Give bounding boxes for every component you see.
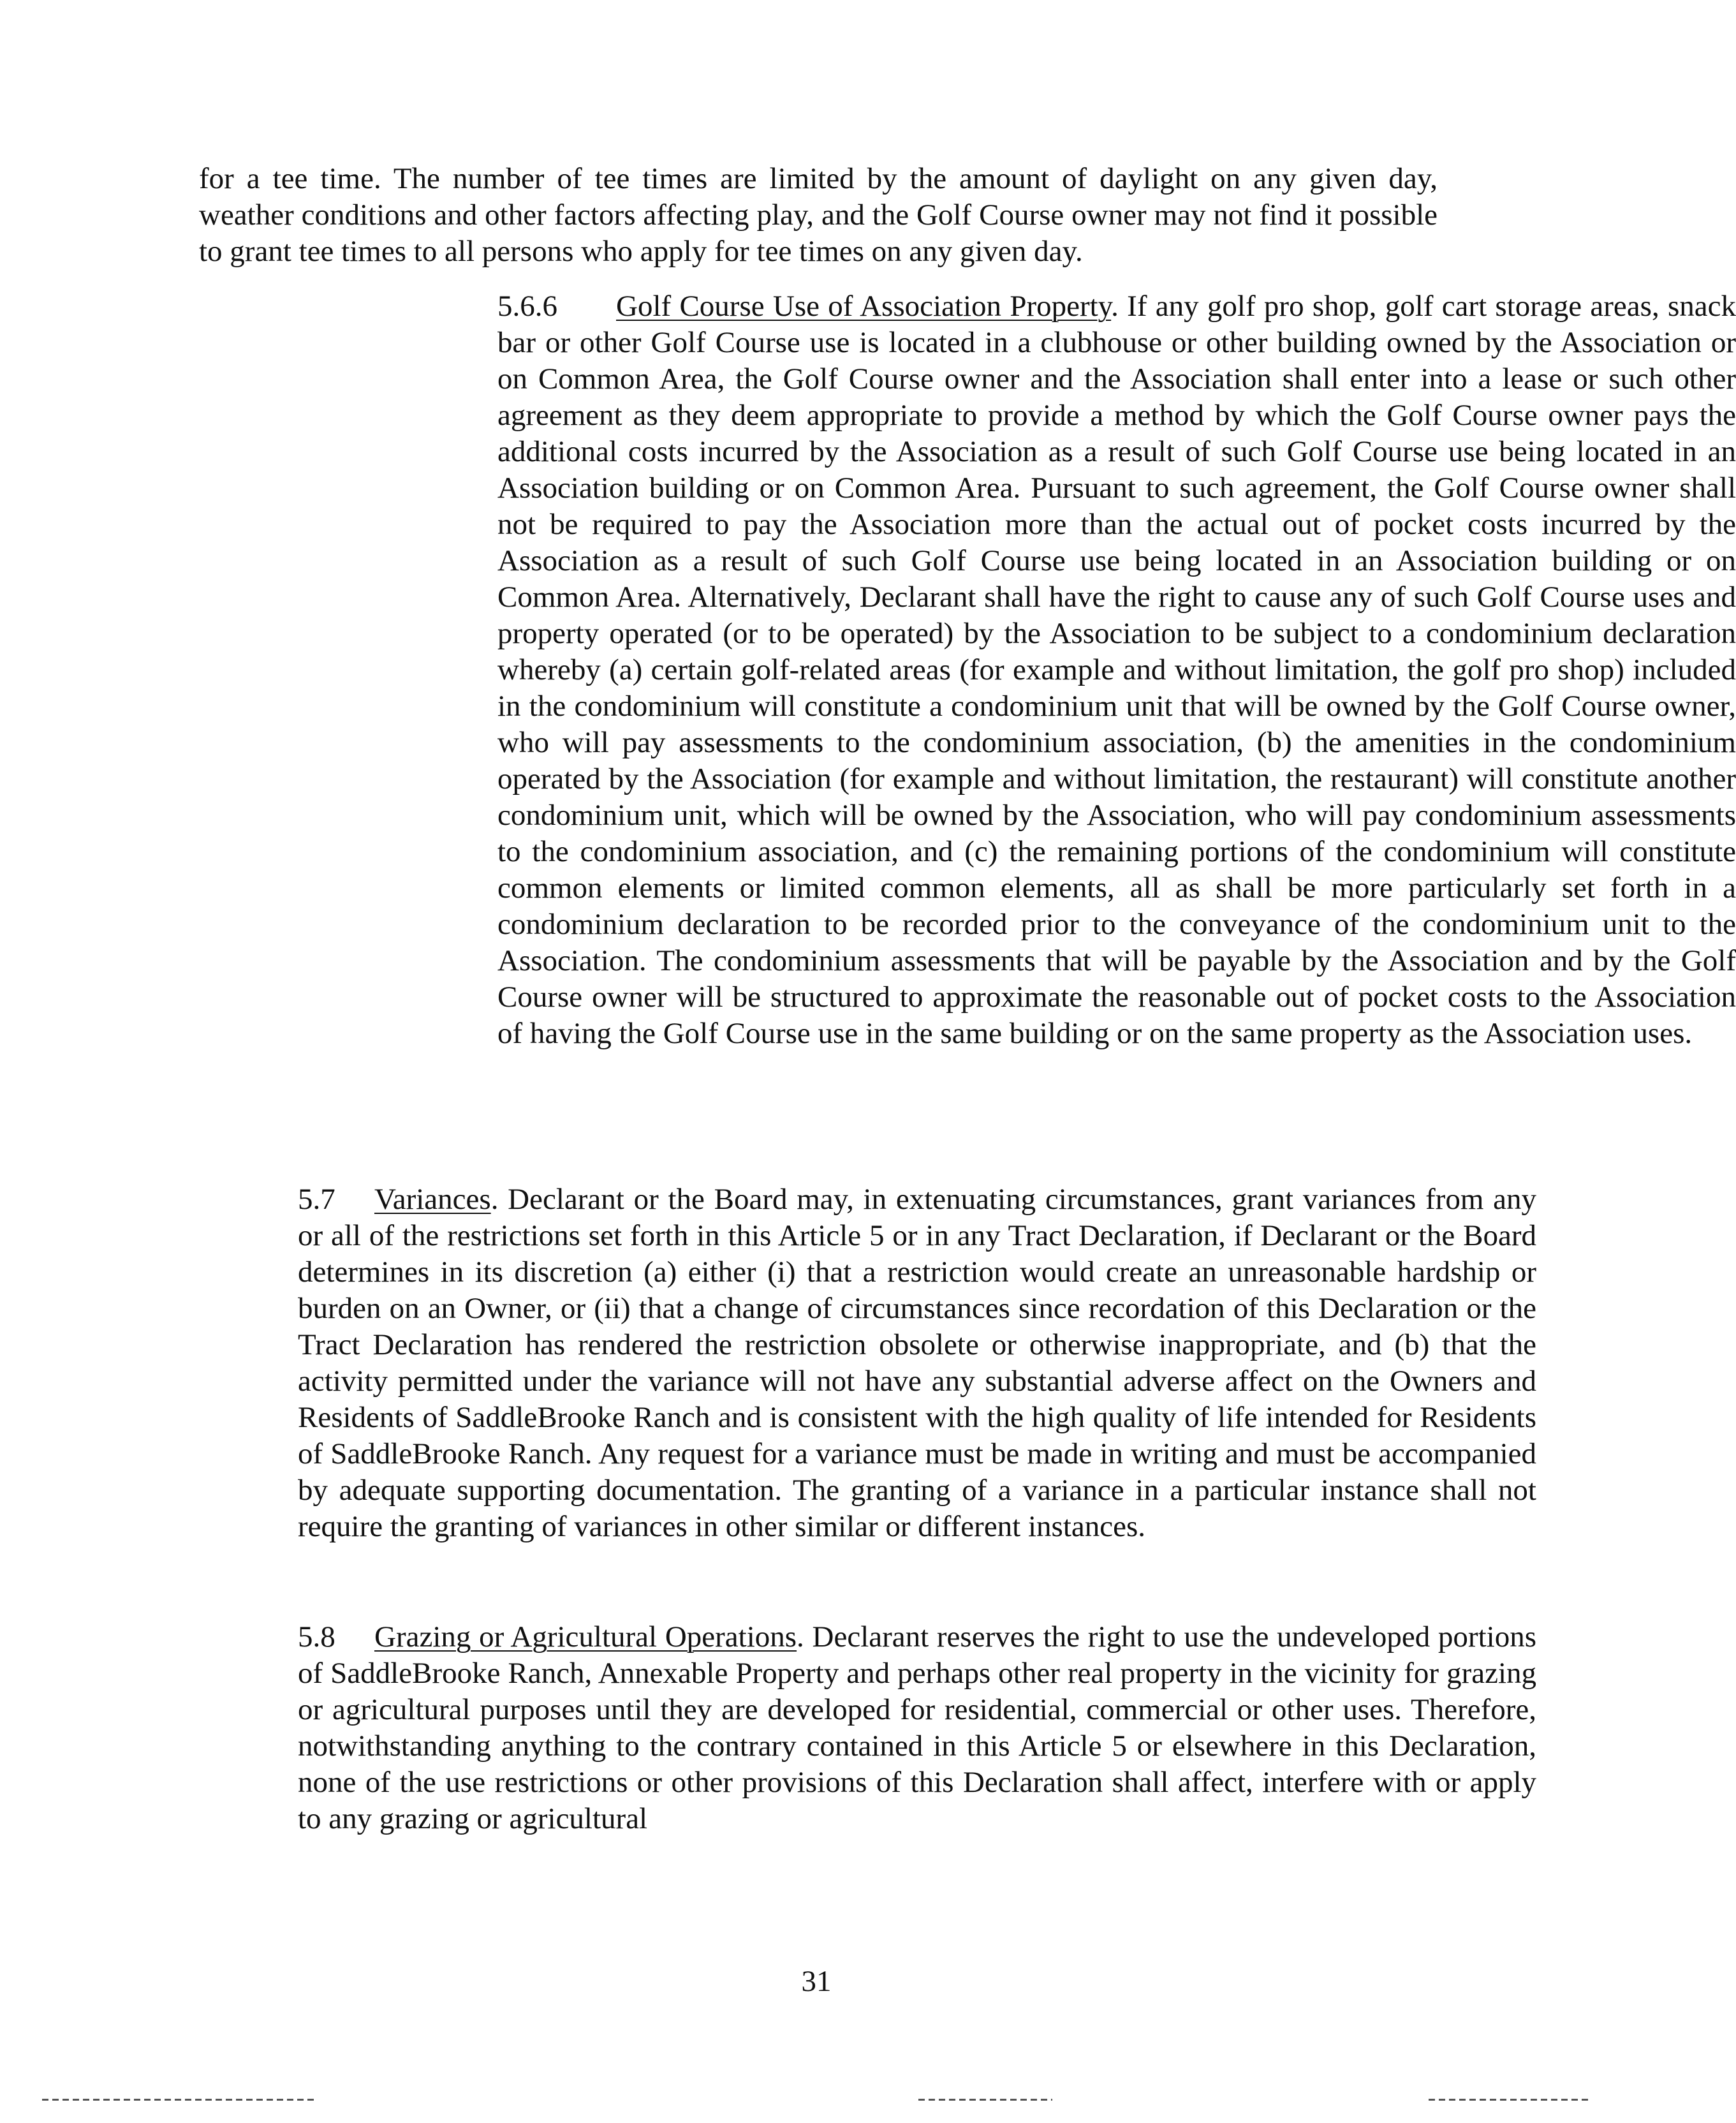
section-body: . Declarant reserves the right to use the undeveloped portions of SaddleBrooke Ranch, Annexable Property and perhaps other real property in the vicinity for grazing or agricultural purposes until they are developed for residential, commercial or other uses. Therefore, notwithstanding anything to the contrary contained in this Article 5 or elsewhere in this Declaration, none of the use restrictions or other provisions of this Declaration shall affect, interfere with or apply to any grazing or agricultural xyxy=(298,1620,1536,1835)
scan-artifact xyxy=(918,2099,1052,2101)
section-5-6-6-paragraph xyxy=(199,288,1736,1052)
section-number: 5.8 xyxy=(298,1620,335,1653)
section-body: . If any golf pro shop, golf cart storage areas, snack bar or other Golf Course use is located in a clubhouse or other building owned by the Association or on Common Area, the Golf Course owner and the Association shall enter into a lease or such other agreement as they deem appropriate to provide a method by which the Golf Course owner pays the additional costs incurred by the Association as a result of such Golf Course use being located in an Association building or on Common Area. Pursuant to such agreement, the Golf Course owner shall not be required to pay the Association more than the actual out of pocket costs incurred by the Association as a result of such Golf Course use being located in an Association building or on Common Area. Alternatively, Declarant shall have the right to cause any of such Golf Course uses and property operated (or to be operated) by the Association to be subject to a condominium declaration whereby (a) certain golf-related areas (for example and without limitation, the golf pro shop) included in the condominium will constitute a condominium unit that will be owned by the Golf Course owner, who will pay assessments to the condominium association, (b) the amenities in the condominium operated by the Association (for example and without limitation, the restaurant) will constitute another condominium unit, which will be owned by the Association, who will pay condominium assessments to the condominium association, and (c) the remaining portions of the condominium will constitute common elements or limited common elements, all as shall be more particularly set forth in a condominium declaration to be recorded prior to the conveyance of the condominium unit to the Association. The condominium assessments that will be payable by the Association and by the Golf Course owner will be structured to approximate the reasonable out of pocket costs to the Association of having the Golf Course use in the same building or on the same property as the Association uses. xyxy=(497,290,1736,1050)
section-number: 5.6.6 xyxy=(497,290,557,323)
section-5-8-paragraph xyxy=(199,1619,1536,1837)
section-heading: Variances xyxy=(374,1183,491,1216)
page-number: 31 xyxy=(801,1965,832,1998)
scan-artifact xyxy=(1429,2099,1588,2101)
continuation-paragraph xyxy=(199,161,1438,270)
section-heading: Golf Course Use of Association Property xyxy=(616,290,1112,323)
section-number: 5.7 xyxy=(298,1183,335,1216)
section-body: . Declarant or the Board may, in extenuating circumstances, grant variances from any or all of the restrictions set forth in this Article 5 or in any Tract Declaration, if Declarant or the Board determines in its discretion (a) either (i) that a restriction would create an unreasonable hardship or burden on an Owner, or (ii) that a change of circumstances since recordation of this Declaration or the Tract Declaration has rendered the restriction obsolete or otherwise inappropriate, and (b) that the activity permitted under the variance will not have any substantial adverse affect on the Owners and Residents of SaddleBrooke Ranch and is consistent with the high quality of life intended for Residents of SaddleBrooke Ranch. Any request for a variance must be made in writing and must be accompanied by adequate supporting documentation. The granting of a variance in a particular instance shall not require the granting of variances in other similar or different instances. xyxy=(298,1183,1536,1543)
scan-artifact xyxy=(42,2099,316,2101)
section-5-7-paragraph xyxy=(199,1181,1536,1545)
section-heading: Grazing or Agricultural Operations xyxy=(374,1620,797,1653)
continuation-text: for a tee time. The number of tee times are limited by the amount of daylight on any given day, weather conditions and other factors affecting play, and the Golf Course owner may not find it possible to grant tee times to all persons who apply for tee times on any given day. xyxy=(199,162,1438,268)
